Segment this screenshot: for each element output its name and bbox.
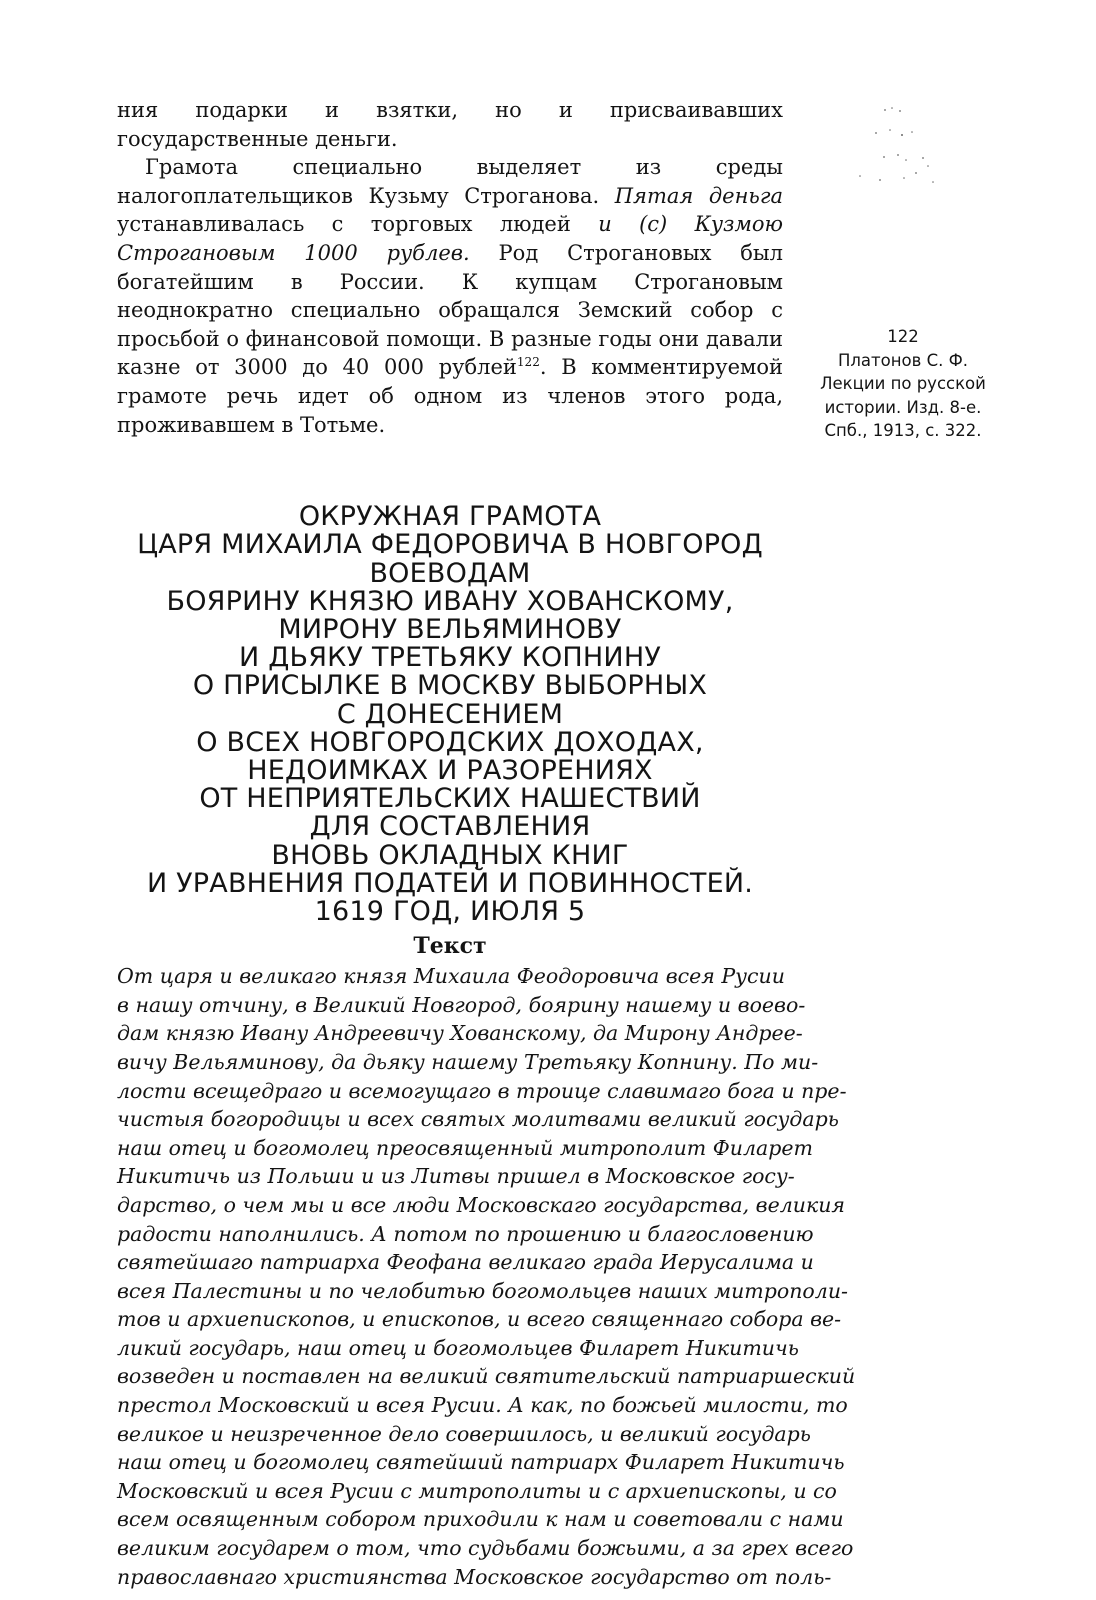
title-line: О ВСЕХ НОВГОРОДСКИХ ДОХОДАХ,: [196, 726, 704, 758]
text-line: Никитичь из Польши и из Литвы пришел в Московское госу-: [117, 1164, 795, 1189]
footnote-line: истории. Изд. 8-е.: [824, 397, 982, 417]
footnote-number: 122: [887, 327, 919, 346]
title-line: НЕДОИМКАХ И РАЗОРЕНИЯХ: [247, 754, 653, 786]
text-line: наш отец и богомолец святейший патриарх Филарет Никитичь: [117, 1450, 845, 1475]
title-line: С ДОНЕСЕНИЕМ: [336, 698, 564, 730]
text-line: великим государем о том, что судьбами божьими, а за грех всего: [117, 1536, 854, 1561]
title-line: БОЯРИНУ КНЯЗЮ ИВАНУ ХОВАНСКОМУ,: [166, 585, 734, 617]
text-line: Московский и всея Русии с митрополиты и с архиепископы, и со: [117, 1478, 837, 1503]
title-line: МИРОНУ ВЕЛЬЯМИНОВУ: [278, 613, 622, 645]
section-heading: Текст: [413, 933, 487, 960]
title-line: 1619 ГОД, ИЮЛЯ 5: [314, 895, 586, 927]
title-line: ДЛЯ СОСТАВЛЕНИЯ: [309, 811, 591, 843]
text-line: наш отец и богомолец преосвященный митрополит Филарет: [117, 1135, 813, 1160]
italic-quote: Пятая деньга: [614, 183, 783, 208]
title-line: ВНОВЬ ОКЛАДНЫХ КНИГ: [271, 839, 629, 871]
text-line: вичу Вельяминову, да дьяку нашему Третьяку Копнину. По ми-: [117, 1049, 819, 1074]
title-line: О ПРИСЫЛКЕ В МОСКВУ ВЫБОРНЫХ: [192, 670, 708, 702]
text-line: возведен и поставлен на великий святительский патриаршеский: [117, 1364, 856, 1389]
text-line: великое и неизреченное дело совершилось, и великий государь: [117, 1421, 811, 1446]
main-column: [117, 96, 856, 1591]
text-line: всея Палестины и по челобитью богомольцев наших митрополи-: [117, 1278, 848, 1303]
text-line: в нашу отчину, в Великий Новгород, боярину нашему и воево-: [117, 992, 806, 1017]
text-run: устанавливалась с торговых людей: [117, 212, 599, 237]
title-line: ВОЕВОДАМ: [369, 557, 531, 589]
footnote-line: Платонов С. Ф.: [837, 350, 969, 370]
title-line: ЦАРЯ МИХАИЛА ФЕДОРОВИЧА В НОВГОРОД: [137, 529, 763, 561]
italic-quote: и (с) Кузмою Строгановым 1000 рублев.: [117, 212, 784, 265]
title-line: И УРАВНЕНИЯ ПОДАТЕЙ И ПОВИННОСТЕЙ.: [146, 867, 754, 899]
text-line: престол Московский и всея Русии. А как, по божьей милости, то: [117, 1393, 848, 1418]
text-line: ликий государь, наш отец и богомольцев Филарет Никитичь: [117, 1335, 799, 1360]
footnote-line: Лекции по русской: [820, 374, 986, 393]
margin-footnote: [818, 325, 988, 443]
text-line: лости всещедраго и всемогущаго в троице славимаго бога и пре-: [117, 1078, 847, 1103]
paragraph-intro-end: ния подарки и взятки, но и присваивавших государственные деньги.: [117, 98, 783, 151]
title-line: И ДЬЯКУ ТРЕТЬЯКУ КОПНИНУ: [239, 642, 661, 674]
text-line: всем освященным собором приходили к нам и советовали с нами: [117, 1507, 844, 1532]
paper-specks: [840, 100, 950, 190]
title-line: ОТ НЕПРИЯТЕЛЬСКИХ НАШЕСТВИЙ: [199, 783, 701, 815]
document-title: [117, 503, 783, 926]
paragraph-stroganov: [117, 153, 783, 439]
text-line: чистыя богородицы и всех святых молитвами великий государь: [117, 1107, 839, 1132]
text-line: тов и архиепископов, и епископов, и всего священнаго собора ве-: [117, 1307, 842, 1332]
text-run: Род Строгановых был богатейшим в России. К купцам Строгановым неоднократно специально обращался Земский собор с просьбой о финансовой помощи. В разные годы они давали казне от 3000 до 40 000 рублей: [117, 240, 783, 380]
text-line: радости наполнились. А потом по прошению и благословению: [117, 1221, 814, 1246]
text-line: дарство, о чем мы и все люди Московскаго государства, великия: [117, 1192, 845, 1217]
text-line: дам князю Ивану Андреевичу Хованскому, да Мирону Андрее-: [117, 1021, 803, 1046]
text-line: православнаго християнства Московское государство от поль-: [117, 1564, 832, 1589]
footnote-line: Спб., 1913, с. 322.: [824, 421, 982, 440]
text-run: Грамота специально выделяет из среды налогоплательщиков Кузьму Строганова.: [117, 155, 783, 208]
footnote-ref: 122: [516, 355, 540, 370]
text-run: . В комментируемой грамоте речь идет об одном из членов этого рода, проживавшем в Тотьме.: [117, 355, 783, 437]
charter-text: [117, 962, 856, 1591]
text-line: От царя и великаго князя Михаила Феодоровича всея Русии: [117, 964, 785, 989]
text-line: святейшаго патриарха Феофана великаго града Иерусалима и: [117, 1250, 814, 1275]
title-line: ОКРУЖНАЯ ГРАМОТА: [298, 501, 602, 533]
